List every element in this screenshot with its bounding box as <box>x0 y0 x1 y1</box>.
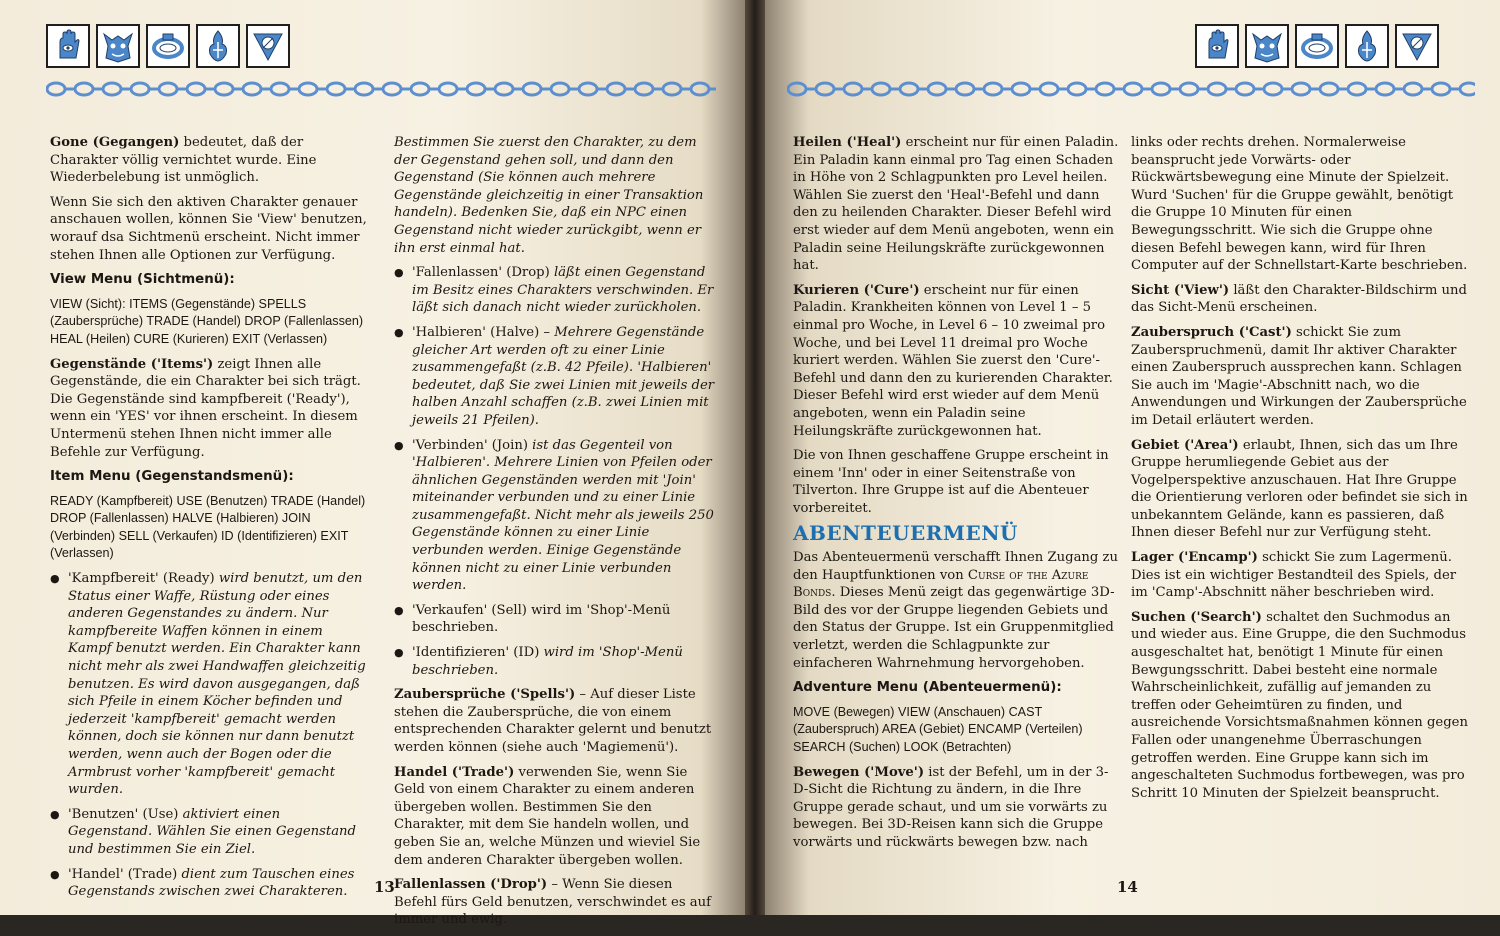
ring-icon <box>146 24 190 68</box>
book-gutter <box>745 0 765 915</box>
bullet-trade: ● 'Handel' (Trade) dient zum Tauschen eines Gegenstands zwischen zwei Charakteren. <box>50 866 368 901</box>
trade-continued: Bestimmen Sie zuerst den Charakter, zu dem der Gegenstand gehen soll, und dann den Gegenstand (Sie können auch mehrere Gegenstände gleichzeitig in einer Transaktion handeln). Bedenken Sie, daß ein NPC einen Gegenstand nicht wieder zurückgibt, wenn er ihn erst einmal hat. <box>394 135 704 256</box>
flame-figure-icon <box>1345 24 1389 68</box>
demon-mask-icon <box>1245 24 1289 68</box>
view-command-paragraph: Sicht ('View') läßt den Charakter-Bildschirm und das Sicht-Menü erscheinen. <box>1131 282 1467 316</box>
ring-icon <box>1295 24 1339 68</box>
cure-paragraph: Kurieren ('Cure') erscheint nur für einen Paladin. Krankheiten können von Level 1 – 5 einmal pro Woche, in Level 6 – 10 zweimal pro Woche, und bei Level 11 dreimal pro Woche kuriert werden. Wählen Sie zuerst den 'Cure'-Befehl und dann den zu kurierenden Charakter. Dieser Befehl wird erst wieder auf dem Menü angeboten, wenn ein Paladin seine Heilungskräfte zurückgewonnen hat. <box>793 282 1113 439</box>
bullet-halve: ● 'Halbieren' (Halve) – Mehrere Gegenstände gleicher Art werden oft zu einer Linie zusammengefaßt (z.B. 42 Pfeile). 'Halbieren' bedeutet, daß Sie zwei Linien mit jeweils der halben Anzahl schaffen (z.B. zwei Linien mit jeweils 21 Pfeilen). <box>394 324 716 430</box>
triangle-circle-icon <box>246 24 290 68</box>
items-paragraph: Gegenstände ('Items') zeigt Ihnen alle Gegenstände, die ein Charakter bei sich trägt. Die Gegenstände sind kampfbereit ('Ready'), wenn ein 'YES' vor ihnen erscheint. In diesem Untermenü stehen Ihnen nicht immer alle Befehle zur Verfügung. <box>50 356 361 460</box>
chain-divider-right <box>787 78 1475 100</box>
bullet-id: ● 'Identifizieren' (ID) wird im 'Shop'-Menü beschrieben. <box>394 644 716 679</box>
trade-paragraph: Handel ('Trade') verwenden Sie, wenn Sie Geld von einem Charakter zu einem anderen übergeben wollen. Bestimmen Sie den Charakter, mit dem Sie handeln wollen, und geben Sie an, welche Münzen und wieviel Sie dem anderen Charakter übergeben wollen. <box>394 764 701 868</box>
page-number-right: 14 <box>1117 878 1138 896</box>
area-paragraph: Gebiet ('Area') erlaubt, Ihnen, sich das um Ihre Gruppe herumliegende Gebiet aus der Vogelperspektive anzuschauen. Hat Ihre Gruppe die Orientierung verloren oder befindet sie sich in unbekanntem Gelände, kann es passieren, daß Ihnen dieser Befehl nur zur Verfügung steht. <box>1131 437 1468 541</box>
move-continued: links oder rechts drehen. Normalerweise beansprucht jede Vorwärts- oder Rückwärtsbewegung eine Minute der Spielzeit. Wurd 'Suchen' für die Gruppe gewählt, benötigt die Gruppe 10 Minuten für einen Bewegungsschritt. Wie sich die Gruppe ohne diesen Befehl bewegen kann, wird für Ihren Computer auf der Schnellstart-Karte beschrieben. <box>1131 135 1468 274</box>
chain-divider-left <box>46 78 716 100</box>
heal-paragraph: Heilen ('Heal') erscheint nur für einen Paladin. Ein Paladin kann einmal pro Tag einen Schaden in Höhe von 2 Schlagpunkten pro Level heilen. Wählen Sie zuerst den 'Heal'-Befehl und dann den zu heilenden Charakter. Dieser Befehl wird erst wieder auf dem Menü angeboten, wenn ein Paladin seine Heilungskräfte zurückgewonnen hat. <box>793 135 1119 274</box>
drop-paragraph: Fallenlassen ('Drop') – Wenn Sie diesen Befehl fürs Geld benutzen, verschwindet es auf immer und ewig. <box>394 877 712 928</box>
adventure-menu-title: Adventure Menu (Abenteuermenü): <box>793 680 1062 696</box>
gone-paragraph: Gone (Gegangen) bedeutet, daß der Charakter völlig vernichtet wurde. Eine Wiederbelebung ist unmöglich. <box>50 135 317 186</box>
game-title: Curse of the Azure Bonds <box>793 567 1089 601</box>
bullet-ready: ● 'Kampfbereit' (Ready) wird benutzt, um den Status einer Waffe, Rüstung oder eines anderen Gegenstandes zu ändern. Nur kampfbereite Waffen können in einem Kampf benutzt werden. Ein Charakter kann nicht mehr als zwei Handwaffen gleichzeitig benutzen. Es wird davon ausgegangen, daß sich Pfeile in einem Köcher befinden und jederzeit 'kampfbereit' gemacht werden können, doch sie können nur dann benutzt werden, wenn auch der Bogen oder die Armbrust vorher 'kampfbereit' gemacht wurden. <box>50 570 368 799</box>
page-number-left: 13 <box>374 878 395 896</box>
hand-eye-icon <box>1195 24 1239 68</box>
adventure-menu-paragraph: Das Abenteuermenü verschafft Ihnen Zugang zu den Hauptfunktionen von Curse of the Azure Bonds. Dieses Menü zeigt das gegenwärtige 3D-Bild des vor der Gruppe liegenden Gebiets und den Status der Gruppe. Ist ein Gruppenmitglied verletzt, werden die Schlagpunkte zur einfacheren Wahrnehmung hervorgehoben. <box>793 550 1118 671</box>
right-column-1 <box>793 134 1119 859</box>
group-paragraph: Die von Ihnen geschaffene Gruppe erscheint in einem 'Inn' oder in einer Seitenstraße von Tilverton. Ihre Gruppe ist auf die Abenteuer vorbereitet. <box>793 448 1109 516</box>
bullet-sell: ● 'Verkaufen' (Sell) wird im 'Shop'-Menü beschrieben. <box>394 602 716 637</box>
triangle-circle-icon <box>1395 24 1439 68</box>
flame-figure-icon <box>196 24 240 68</box>
view-paragraph: Wenn Sie sich den aktiven Charakter genauer anschauen wollen, können Sie 'View' benutzen, worauf dsa Sichtmenü erscheint. Nicht immer stehen Ihnen alle Optionen zur Verfügung. <box>50 194 367 263</box>
left-page <box>0 0 745 928</box>
icon-strip-right <box>1195 24 1439 68</box>
item-menu-title: Item Menu (Gegenstandsmenü): <box>50 469 294 485</box>
move-paragraph: Bewegen ('Move') ist der Befehl, um in der 3-D-Sicht die Richtung zu ändern, in die Ihre Gruppe gerade schaut, und um sie vorwärts zu bewegen. Bei 3D-Reisen kann sich die Gruppe vorwärts und rückwärts bewegen bzw. nach <box>793 764 1109 850</box>
bullet-join: ● 'Verbinden' (Join) ist das Gegenteil von 'Halbieren'. Mehrere Linien von Pfeilen oder ähnlichen Gegenständen werden mit 'Join' miteinander verbunden und zu einer Linie zusammengefaßt. Nicht mehr als jeweils 250 Gegenstände können zu einer Linie verbunden werden. Einige Gegenstände können nicht zu einer Linie verbunden werden. <box>394 437 716 595</box>
view-menu-title: View Menu (Sichtmenü): <box>50 272 235 288</box>
bullet-drop: ● 'Fallenlassen' (Drop) läßt einen Gegenstand im Besitz eines Charakters verschwinden. Er läßt sich danach nicht wieder zurückholen. <box>394 264 716 317</box>
section-title-abenteuermenue: ABENTEUERMENÜ <box>793 521 1018 546</box>
adventure-menu-items: MOVE (Bewegen) VIEW (Anschauen) CAST (Zauberspruch) AREA (Gebiet) ENCAMP (Verteilen) SEARCH (Suchen) LOOK (Betrachten) <box>793 704 1083 754</box>
icon-strip-left <box>46 24 290 68</box>
right-page <box>765 0 1500 915</box>
search-paragraph: Suchen ('Search') schaltet den Suchmodus an und wieder aus. Eine Gruppe, die den Suchmodus ausgeschaltet hat, benötigt 1 Minute für einen Bewgungsschritt. Dabei besteht eine normale Wahrscheinlichkeit, zufällig auf jemanden zu treffen oder Geheimtüren zu finden, und ausreichende Vorsichtsmaßnahmen können gegen Fallen oder unangenehme Überraschungen getroffen werden. Eine Gruppe kann sich im angeschalteten Suchmodus fortbewegen, was pro Schritt 10 Minuten der Spielzeit beansprucht. <box>1131 609 1468 801</box>
view-menu-items: VIEW (Sicht): ITEMS (Gegenstände) SPELLS (Zaubersprüche) TRADE (Handel) DROP (Fallenlassen) HEAL (Heilen) CURE (Kurieren) EXIT (Verlassen) <box>50 296 364 346</box>
spells-paragraph: Zaubersprüche ('Spells') – Auf dieser Liste stehen die Zaubersprüche, die von einem entsprechenden Charakter gelernt und benutzt werden können (siehe auch 'Magiemenü'). <box>394 687 712 755</box>
left-column-1 <box>50 134 368 908</box>
cast-paragraph: Zauberspruch ('Cast') schickt Sie zum Zauberspruchmenü, damit Ihr aktiver Charakter einen Zauberspruch aussprechen kann. Schlagen Sie auch im 'Magie'-Abschnitt nach, wo die Anwendungen und Wirkungen der Zaubersprüche im Detail erläutert werden. <box>1131 324 1467 428</box>
demon-mask-icon <box>96 24 140 68</box>
item-menu-items: READY (Kampfbereit) USE (Benutzen) TRADE (Handel) DROP (Fallenlassen) HALVE (Halbieren) JOIN (Verbinden) SELL (Verkaufen) ID (Identifizieren) EXIT (Verlassen) <box>50 493 366 561</box>
bullet-use: ● 'Benutzen' (Use) aktiviert einen Gegenstand. Wählen Sie einen Gegenstand und bestimmen Sie ein Ziel. <box>50 806 368 859</box>
encamp-paragraph: Lager ('Encamp') schickt Sie zum Lagermenü. Dies ist ein wichtiger Bestandteil des Spiels, der im 'Camp'-Abschnitt näher beschrieben wird. <box>1131 550 1457 601</box>
right-column-2 <box>1131 134 1475 809</box>
left-column-2 <box>394 134 716 936</box>
hand-eye-icon <box>46 24 90 68</box>
